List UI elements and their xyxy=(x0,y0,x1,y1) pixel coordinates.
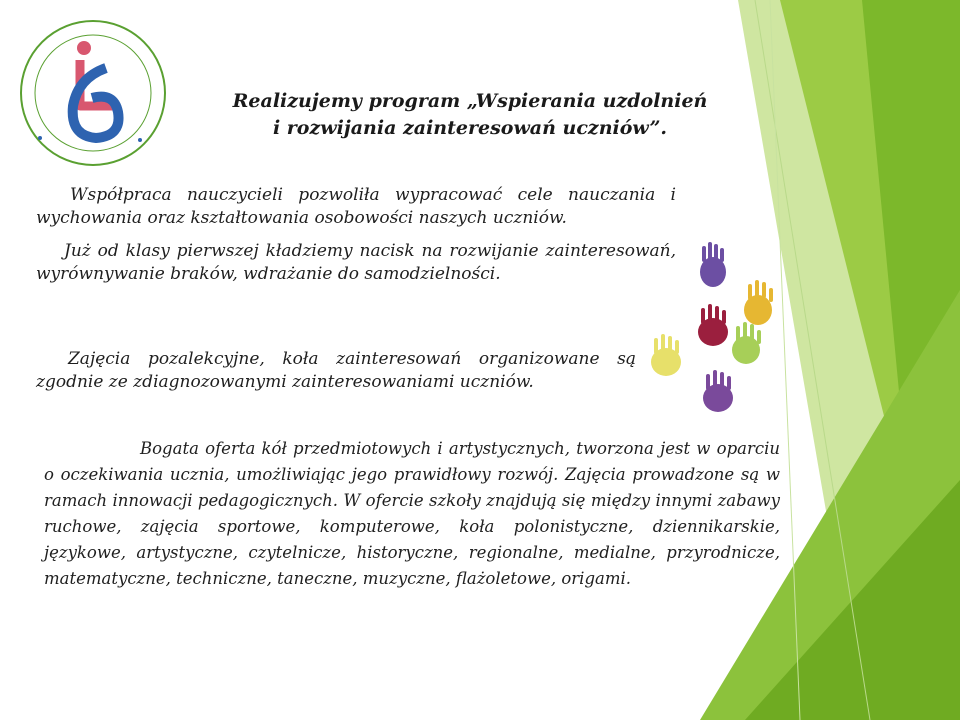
paragraph-cooperation: Współpraca nauczycieli pozwoliła wypracować cele nauczania i wychowania oraz kształtowania osobowości naszych uczniów. xyxy=(36,185,676,228)
paragraph-offer: Bogata oferta kół przedmiotowych i artystycznych, tworzona jest w oparciu o oczekiwania ucznia, umożliwiając jego prawidłowy rozwój. Zajęcia prowadzone są w ramach innowacji pedagogicznych. W ofercie szkoły znajdują się między innymi zabawy ruchowe, zajęcia sportowe, komputerowe, koła polonistyczne, dziennikarskie, językowe, artystyczne, czytelnicze, historyczne, regionalne, medialne, przyrodnicze, matematyczne, techniczne, taneczne, muzyczne, flażoletowe, origami. xyxy=(44,439,780,588)
paragraph-first-grade: Już od klasy pierwszej kładziemy nacisk na rozwijanie zainteresowań, wyrównywanie braków, wdrażanie do samodzielności. xyxy=(36,241,676,284)
title-line-1: Realizujemy program „Wspierania uzdolnień xyxy=(232,90,708,112)
title-line-2: i rozwijania zainteresowań uczniów”. xyxy=(272,117,668,139)
handprint-purple xyxy=(700,242,726,287)
school-logo xyxy=(18,18,168,168)
paragraph-extracurricular: Zajęcia pozalekcyjne, koła zainteresowań organizowane są zgodnie ze zdiagnozowanymi zainteresowaniami uczniów. xyxy=(36,349,636,392)
handprint-green xyxy=(732,322,761,364)
handprints-image xyxy=(638,232,808,428)
handprint-violet xyxy=(703,370,733,412)
handprint-yellow xyxy=(744,280,773,325)
handprint-red xyxy=(698,304,728,346)
handprint-pale-yellow xyxy=(651,334,681,376)
slide-title xyxy=(190,88,750,142)
